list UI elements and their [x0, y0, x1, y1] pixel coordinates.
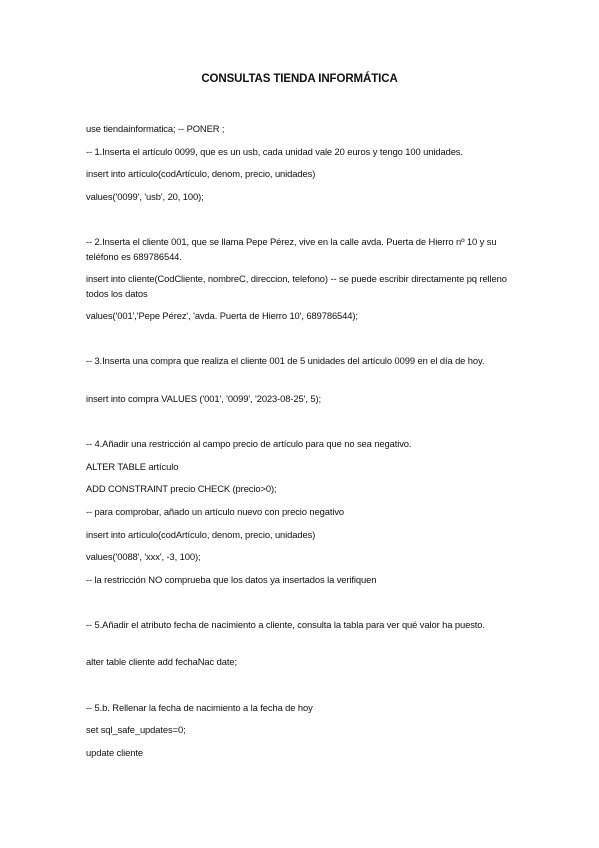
sql-line-insert-compra: insert into compra VALUES ('001', '0099', '2023-08-25', 5); [86, 393, 322, 404]
sql-line-update-cliente: update cliente [86, 747, 143, 758]
comment-step-5b: -- 5.b. Rellenar la fecha de nacimiento a la fecha de hoy [86, 702, 313, 713]
sql-line-alter-articulo: ALTER TABLE artículo [86, 461, 179, 472]
comment-step-2: -- 2.Inserta el cliente 001, que se llama Pepe Pérez, vive en la calle avda. Puerta de Hierro nº 10 y su teléfono es 689786544. [86, 236, 499, 262]
document-title: CONSULTAS TIENDA INFORMÁTICA [201, 73, 398, 85]
comment-step-3: -- 3.Inserta una compra que realiza el cliente 001 de 5 unidades del artículo 0099 en el día de hoy. [86, 355, 485, 366]
comment-restriction-note: -- la restricción NO comprueba que los datos ya insertados la verifiquen [86, 574, 377, 585]
sql-line-values-cliente: values('001','Pepe Pérez', 'avda. Puerta de Hierro 10', 689786544); [86, 310, 358, 321]
sql-line-insert-articulo: insert into artículo(codArtículo, denom, precio, unidades) [86, 168, 316, 179]
sql-line-values-0099: values('0099', 'usb', 20, 100); [86, 191, 204, 202]
sql-line-set-safe-updates: set sql_safe_updates=0; [86, 724, 186, 735]
sql-line-use-db: use tiendainformatica; -- PONER ; [86, 123, 225, 134]
comment-step-4: -- 4.Añadir una restricción al campo precio de artículo para que no sea negativo. [86, 438, 412, 449]
sql-line-alter-cliente: alter table cliente add fechaNac date; [86, 656, 237, 667]
sql-line-values-0088: values('0088', 'xxx', -3, 100); [86, 551, 201, 562]
sql-line-insert-cliente: insert into cliente(CodCliente, nombreC, direccion, telefono) -- se puede escribir directamente pq relleno todos los datos [86, 273, 510, 299]
sql-line-add-constraint: ADD CONSTRAINT precio CHECK (precio>0); [86, 483, 277, 494]
sql-line-insert-articulo-2: insert into artículo(codArtículo, denom, precio, unidades) [86, 529, 316, 540]
comment-step-5: -- 5.Añadir el atributo fecha de nacimiento a cliente, consulta la tabla para ver qué valor ha puesto. [86, 619, 485, 630]
comment-step-1: -- 1.Inserta el artículo 0099, que es un usb, cada unidad vale 20 euros y tengo 100 unidades. [86, 146, 463, 157]
comment-check: -- para comprobar, añado un artículo nuevo con precio negativo [86, 506, 345, 517]
